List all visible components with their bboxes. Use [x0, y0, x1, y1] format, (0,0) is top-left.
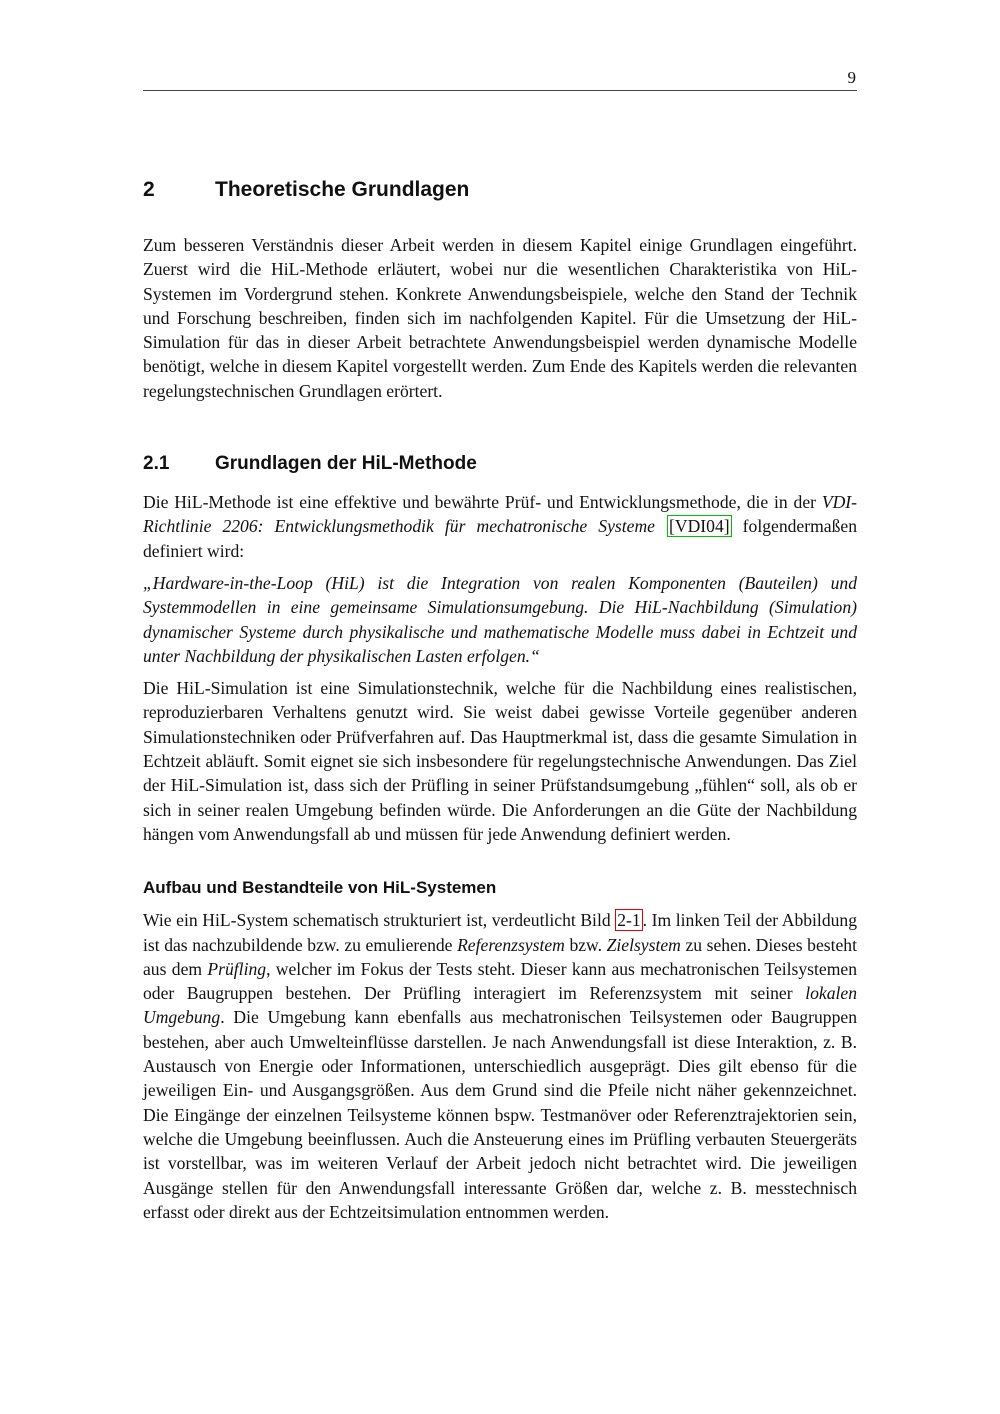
definition-quote: „Hardware-in-the-Loop (HiL) ist die Integration von realen Komponenten (Bauteilen) und Systemmodellen in eine gemeinsame Simulationsumgebung. Die HiL-Nachbildung (Simulation) dynamischer Systeme durch physikalische und mathematische Modelle muss dabei in Echtzeit und unter Nachbildung der physikalischen Lasten erfolgen.“ [143, 572, 857, 666]
section-number: 2.1 [143, 453, 170, 475]
header-rule [143, 90, 857, 91]
vdi-guideline-title: VDI-Richtlinie 2206: Entwicklungsmethodik für mechatronische Systeme [143, 492, 857, 537]
section-paragraph-1: Die HiL-Methode ist eine effektive und bewährte Prüf- und Entwicklungsmethode, die in der VDI-Richtlinie 2206: Entwicklungsmethodik für mechatronische Systeme [VDI04] folgendermaßen definiert wird: [143, 492, 857, 561]
section-paragraph-2: Die HiL-Simulation ist eine Simulationstechnik, welche für die Nachbildung eines realistischen, reproduzierbaren Verhaltens genutzt wird. Sie weist dabei gewisse Vorteile gegenüber anderen Simulationstechniken oder Prüfverfahren auf. Das Hauptmerkmal ist, dass die gesamte Simulation in Echtzeit abläuft. Somit eignet sie sich insbesondere für regelungstechnische Anwendungen. Das Ziel der HiL-Simulation ist, dass sich der Prüfling in seiner Prüfstandsumgebung „fühlen“ soll, als ob er sich in seiner realen Umgebung befinden würde. Die Anforderungen an die Güte der Nachbildung hängen vom Anwendungsfall ab und müssen für jede Anwendung definiert werden. [143, 678, 857, 844]
citation-link-vdi04[interactable]: [VDI04] [669, 516, 730, 537]
subsection-heading: Aufbau und Bestandteile von HiL-Systemen [143, 878, 497, 898]
page-number: 9 [847, 68, 856, 87]
chapter-number: 2 [143, 178, 155, 201]
section-heading [143, 450, 857, 478]
section-title: Grundlagen der HiL-Methode [215, 453, 477, 475]
subsection-paragraph: Wie ein HiL-System schematisch strukturiert ist, verdeutlicht Bild 2-1 . Im linken Teil der Abbildung ist das nachzubildende bzw. zu emulierende Referenzsystem bzw. Zielsystem zu sehen. Dieses besteht aus dem Prüfling, welcher im Fokus der Tests steht. Dieser kann aus mechatronischen Teilsystemen oder Baugruppen bestehen. Der Prüfling interagiert im Referenzsystem mit seiner lokalen Umgebung. Die Umgebung kann ebenfalls aus mechatronischen Teilsystemen oder Baugruppen bestehen, aber auch Umwelteinflüsse darstellen. Je nach Anwendungsfall ist diese Interaktion, z. B. Austausch von Energie oder Informationen, unterschiedlich ausgeprägt. Dies gilt ebenso für die jeweiligen Ein- und Ausgangsgrößen. Aus dem Grund sind die Pfeile nicht näher gekennzeichnet. Die Eingänge der einzelnen Teilsysteme können bspw. Testmanöver oder Referenztrajektorien sein, welche die Umgebung beeinflussen. Auch die Ansteuerung eines im Prüfling verbauten Steuergeräts ist vorstellbar, was im weiteren Verlauf der Arbeit jedoch nicht betrachtet wird. Die jeweiligen Ausgänge stellen für den Anwendungsfall interessante Größen dar, welche z. B. messtechnisch erfasst oder direkt aus der Echtzeitsimulation entnommen werden. [143, 910, 858, 1222]
chapter-title: Theoretische Grundlagen [215, 178, 470, 201]
chapter-heading [143, 175, 857, 205]
chapter-intro-paragraph: Zum besseren Verständnis dieser Arbeit werden in diesem Kapitel einige Grundlagen eingeführt. Zuerst wird die HiL-Methode erläutert, wobei nur die wesentlichen Charakteristika von HiL-Systemen im Vordergrund stehen. Konkrete Anwendungsbeispiele, welche den Stand der Technik und Forschung beschreiben, finden sich im nachfolgenden Kapitel. Für die Umsetzung der HiL-Simulation für das in dieser Arbeit betrachtete Anwendungsbeispiel werden dynamische Modelle benötigt, welche in diesem Kapitel vorgestellt werden. Zum Ende des Kapitels werden die relevanten regelungstechnischen Grundlagen erörtert. [143, 235, 857, 401]
figure-ref-link[interactable]: 2-1 [617, 910, 641, 931]
page-content [143, 175, 857, 1224]
